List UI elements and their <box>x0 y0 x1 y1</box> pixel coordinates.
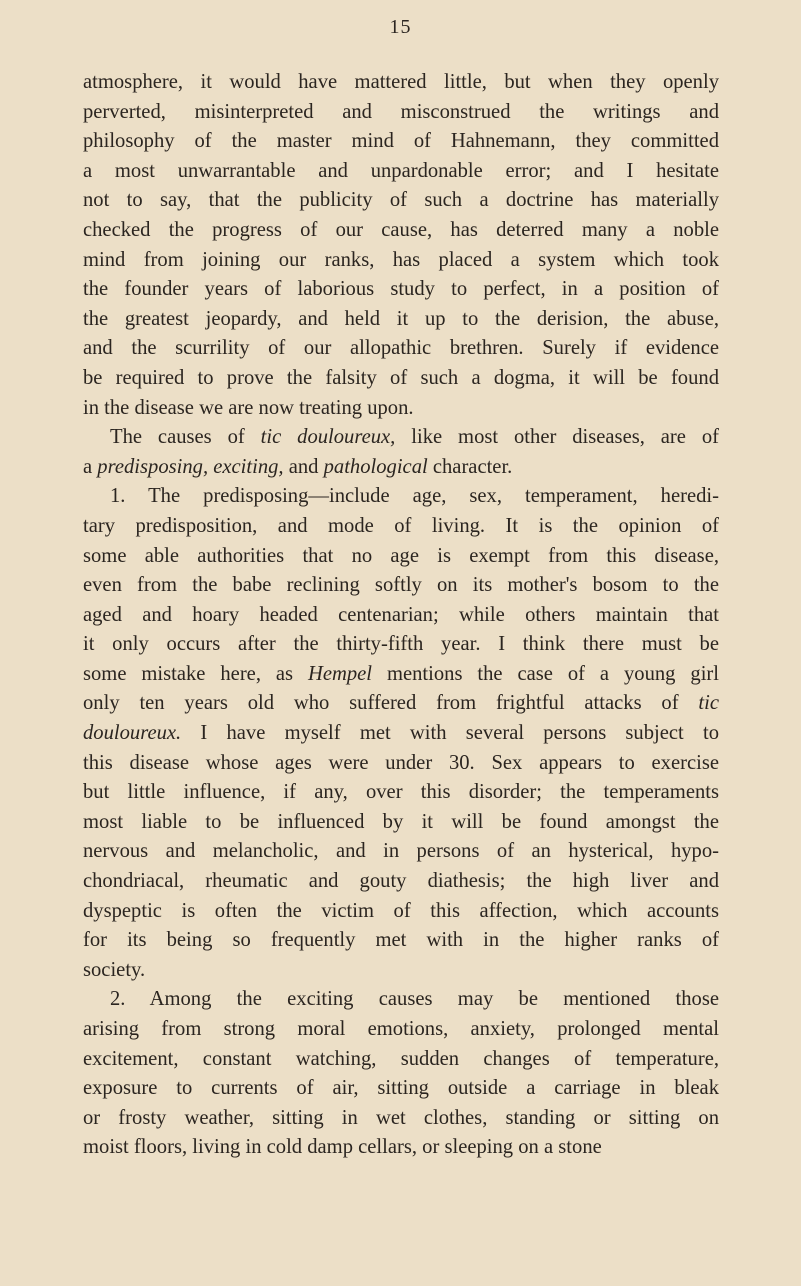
text-segment: the founder years of laborious study to perfect, in a position of <box>83 278 719 301</box>
text-line <box>83 68 719 98</box>
text-line <box>83 1015 719 1045</box>
text-line <box>83 512 719 542</box>
italic-text: pathological <box>323 455 428 478</box>
text-line <box>83 364 719 394</box>
text-line <box>83 630 719 660</box>
text-segment: I have myself met with several persons subject to <box>181 722 719 745</box>
text-segment: the greatest jeopardy, and held it up to the derision, the abuse, <box>83 307 719 330</box>
text-segment: exposure to currents of air, sitting outside a carriage in bleak <box>83 1077 719 1100</box>
text-line <box>83 542 719 572</box>
italic-text: tic douloureux, <box>260 426 396 449</box>
italic-text: douloureux. <box>83 722 182 745</box>
text-segment: excitement, constant watching, sudden changes of temperature, <box>83 1047 719 1070</box>
text-segment: for its being so frequently met with in the higher ranks of <box>83 929 719 952</box>
text-segment: character. <box>427 455 513 478</box>
text-line <box>83 867 719 897</box>
text-segment: a <box>83 455 98 478</box>
text-segment: The causes of <box>110 426 261 449</box>
text-line <box>83 601 719 631</box>
text-segment: or frosty weather, sitting in wet clothes, standing or sitting on <box>83 1106 719 1129</box>
text-line <box>83 246 719 276</box>
text-line <box>83 482 719 512</box>
text-segment: society. <box>83 958 146 981</box>
text-segment: mind from joining our ranks, has placed a system which took <box>83 248 719 271</box>
text-line <box>83 1074 719 1104</box>
text-line <box>83 778 719 808</box>
text-line <box>83 216 719 246</box>
text-line <box>83 956 719 986</box>
text-segment: 2. Among the exciting causes may be mentioned those <box>110 988 719 1011</box>
text-line <box>83 98 719 128</box>
text-segment: dyspeptic is often the victim of this affection, which accounts <box>83 899 719 922</box>
text-line <box>83 897 719 927</box>
text-line <box>83 689 719 719</box>
italic-text: Hempel <box>307 662 373 685</box>
text-segment: but little influence, if any, over this disorder; the temperaments <box>83 781 719 804</box>
page-number: 15 <box>389 16 412 38</box>
text-segment: even from the babe reclining softly on its mother's bosom to the <box>83 574 719 597</box>
text-line <box>83 275 719 305</box>
text-segment: nervous and melancholic, and in persons of an hysterical, hypo- <box>83 840 719 863</box>
text-segment: this disease whose ages were under 30. Sex appears to exercise <box>83 751 719 774</box>
text-line <box>83 334 719 364</box>
text-line <box>83 571 719 601</box>
text-line <box>83 186 719 216</box>
text-segment: in the disease we are now treating upon. <box>83 396 414 419</box>
text-segment: aged and hoary headed centenarian; while others maintain that <box>83 603 719 626</box>
text-segment: mentions the case of a young girl <box>372 662 719 685</box>
text-segment: chondriacal, rheumatic and gouty diathesis; the high liver and <box>83 870 719 893</box>
text-segment: arising from strong moral emotions, anxiety, prolonged mental <box>83 1018 719 1040</box>
text-line <box>83 837 719 867</box>
text-segment: it only occurs after the thirty-fifth year. I think there must be <box>83 633 719 656</box>
text-segment: perverted, misinterpreted and misconstrued the writings and <box>83 100 719 123</box>
text-segment: moist floors, living in cold damp cellars, or sleeping on a stone <box>83 1136 602 1159</box>
text-line <box>83 985 719 1015</box>
text-line <box>83 1133 719 1163</box>
text-segment: a most unwarrantable and unpardonable error; and I hesitate <box>83 159 719 182</box>
text-line <box>83 157 719 187</box>
text-segment: some able authorities that no age is exempt from this disease, <box>83 544 719 567</box>
text-line <box>83 926 719 956</box>
text-segment: only ten years old who suffered from frightful attacks of <box>83 692 699 715</box>
text-line <box>83 127 719 157</box>
text-line <box>83 1045 719 1075</box>
text-segment: and <box>283 455 324 478</box>
text-segment: checked the progress of our cause, has deterred many a noble <box>83 218 719 241</box>
text-segment: philosophy of the master mind of Hahnemann, they committed <box>83 130 719 153</box>
text-segment: and the scurrility of our allopathic brethren. Surely if evidence <box>83 337 719 360</box>
text-segment: atmosphere, it would have mattered little, but when they openly <box>83 71 719 93</box>
text-line <box>83 453 719 483</box>
text-segment: not to say, that the publicity of such a doctrine has materially <box>83 189 719 212</box>
text-line <box>83 1104 719 1134</box>
text-line <box>83 394 719 424</box>
text-line <box>83 749 719 779</box>
text-segment: be required to prove the falsity of such a dogma, it will be found <box>83 366 719 389</box>
text-segment: most liable to be influenced by it will be found amongst the <box>83 810 719 833</box>
text-segment: 1. The predisposing—include age, sex, temperament, heredi- <box>110 485 719 508</box>
body-text <box>83 68 719 1163</box>
text-line <box>83 305 719 335</box>
text-line <box>83 660 719 690</box>
text-segment: tary predisposition, and mode of living. It is the opinion of <box>83 514 719 537</box>
italic-text: tic <box>698 692 719 715</box>
text-segment: some mistake here, as <box>83 662 308 685</box>
italic-text: predisposing, exciting, <box>97 455 284 478</box>
text-line <box>83 423 719 453</box>
text-line <box>83 719 719 749</box>
text-line <box>83 808 719 838</box>
text-segment: like most other diseases, are of <box>395 426 719 449</box>
